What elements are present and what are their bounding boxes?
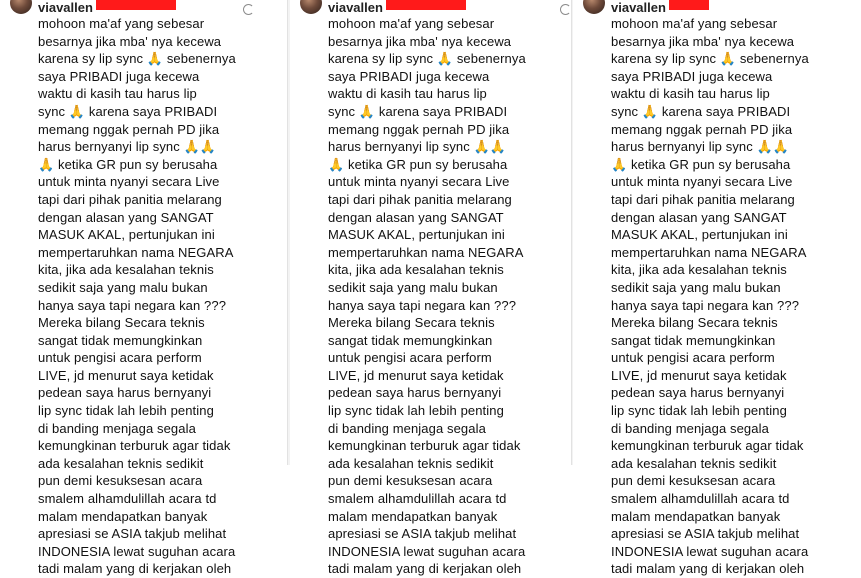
caption-line: mempertaruhkan nama NEGARA bbox=[38, 244, 234, 260]
avatar[interactable] bbox=[10, 0, 32, 14]
caption-line: dengan alasan yang SANGAT bbox=[38, 209, 214, 225]
caption-line: hanya saya tapi negara kan ??? bbox=[328, 297, 517, 313]
caption-line: untuk minta nyanyi secara Live bbox=[38, 174, 220, 190]
caption-line: harus bernyanyi lip sync 🙏🙏 bbox=[38, 139, 217, 155]
caption-text bbox=[328, 15, 578, 578]
caption-line: kemungkinan terburuk agar tidak bbox=[328, 438, 521, 454]
caption-line: mohoon ma'af yang sebesar bbox=[38, 16, 205, 31]
caption-line: saya PRIBADI juga kecewa bbox=[611, 68, 773, 84]
caption-line: di banding menjaga segala bbox=[38, 420, 196, 436]
caption-line: untuk pengisi acara perform bbox=[328, 350, 492, 366]
caption-line: lip sync tidak lah lebih penting bbox=[611, 403, 787, 419]
caption-line: malam mendapatkan banyak bbox=[328, 508, 498, 524]
screenshot-panel-3 bbox=[573, 0, 809, 577]
caption-line: ada kesalahan teknis sedikit bbox=[38, 455, 204, 471]
caption-line: kita, jika ada kesalahan teknis bbox=[611, 262, 787, 278]
caption-line: tadi malam yang di kerjakan oleh bbox=[38, 561, 232, 577]
more-options-icon[interactable] bbox=[560, 4, 571, 15]
caption-line: pun demi kesuksesan acara bbox=[611, 473, 776, 489]
caption-line: sync 🙏 karena saya PRIBADI bbox=[611, 103, 791, 119]
caption-line: mempertaruhkan nama NEGARA bbox=[611, 244, 807, 260]
caption-text bbox=[38, 15, 288, 578]
caption-line: apresiasi se ASIA takjub melihat bbox=[38, 526, 227, 542]
caption-line: besarnya jika mba' nya kecewa bbox=[611, 33, 795, 49]
caption-line: MASUK AKAL, pertunjukan ini bbox=[611, 227, 788, 243]
caption-line: hanya saya tapi negara kan ??? bbox=[611, 297, 800, 313]
username[interactable]: viavallen bbox=[611, 0, 666, 15]
caption-line: tapi dari pihak panitia melarang bbox=[611, 191, 795, 207]
more-options-icon[interactable] bbox=[243, 4, 254, 15]
caption-line: kemungkinan terburuk agar tidak bbox=[38, 438, 231, 454]
caption-line: tadi malam yang di kerjakan oleh bbox=[328, 561, 522, 577]
caption-line: kita, jika ada kesalahan teknis bbox=[328, 262, 504, 278]
caption-line: malam mendapatkan banyak bbox=[38, 508, 208, 524]
caption-line: memang nggak pernah PD jika bbox=[611, 121, 793, 137]
caption-line: Mereka bilang Secara teknis bbox=[611, 315, 778, 331]
caption-line: dengan alasan yang SANGAT bbox=[328, 209, 504, 225]
redaction-bar bbox=[669, 0, 709, 10]
caption-line: waktu di kasih tau harus lip bbox=[611, 86, 770, 102]
caption-line: apresiasi se ASIA takjub melihat bbox=[611, 526, 800, 542]
caption-line: mohoon ma'af yang sebesar bbox=[328, 16, 495, 31]
caption-line: sync 🙏 karena saya PRIBADI bbox=[328, 103, 508, 119]
caption-line: ada kesalahan teknis sedikit bbox=[328, 455, 494, 471]
caption-line: INDONESIA lewat suguhan acara bbox=[328, 543, 526, 559]
caption-line: Mereka bilang Secara teknis bbox=[328, 315, 495, 331]
caption-line: MASUK AKAL, pertunjukan ini bbox=[328, 227, 505, 243]
caption-line: saya PRIBADI juga kecewa bbox=[328, 68, 490, 84]
caption-line: pun demi kesuksesan acara bbox=[38, 473, 203, 489]
caption-line: karena sy lip sync 🙏 sebenernya bbox=[38, 51, 236, 67]
caption-line: tapi dari pihak panitia melarang bbox=[328, 191, 512, 207]
screenshot-panel-1 bbox=[0, 0, 290, 577]
caption-line: kemungkinan terburuk agar tidak bbox=[611, 438, 804, 454]
caption-line: LIVE, jd menurut saya ketidak bbox=[38, 367, 214, 383]
caption-line: smalem alhamdulillah acara td bbox=[38, 491, 217, 507]
username[interactable]: viavallen bbox=[328, 0, 383, 15]
caption-line: harus bernyanyi lip sync 🙏🙏 bbox=[611, 139, 790, 155]
caption-line: sedikit saja yang malu bukan bbox=[328, 279, 498, 295]
caption-line: besarnya jika mba' nya kecewa bbox=[38, 33, 222, 49]
caption-line: hanya saya tapi negara kan ??? bbox=[38, 297, 227, 313]
caption-line: di banding menjaga segala bbox=[611, 420, 769, 436]
caption-line: apresiasi se ASIA takjub melihat bbox=[328, 526, 517, 542]
avatar[interactable] bbox=[583, 0, 605, 14]
caption-line: karena sy lip sync 🙏 sebenernya bbox=[328, 51, 526, 67]
caption-line: malam mendapatkan banyak bbox=[611, 508, 781, 524]
caption-line: waktu di kasih tau harus lip bbox=[328, 86, 487, 102]
caption-line: tadi malam yang di kerjakan oleh bbox=[611, 561, 805, 577]
caption-line: smalem alhamdulillah acara td bbox=[328, 491, 507, 507]
caption-line: karena sy lip sync 🙏 sebenernya bbox=[611, 51, 809, 67]
caption-line: pedean saya harus bernyanyi bbox=[38, 385, 212, 401]
caption-line: sangat tidak memungkinkan bbox=[38, 332, 203, 348]
caption-line: ada kesalahan teknis sedikit bbox=[611, 455, 777, 471]
screenshot-panel-2 bbox=[290, 0, 573, 577]
caption-line: smalem alhamdulillah acara td bbox=[611, 491, 790, 507]
caption-line: untuk minta nyanyi secara Live bbox=[611, 174, 793, 190]
caption-line: saya PRIBADI juga kecewa bbox=[38, 68, 200, 84]
caption-line: 🙏 ketika GR pun sy berusaha bbox=[38, 156, 218, 172]
caption-line: pedean saya harus bernyanyi bbox=[328, 385, 502, 401]
caption-line: INDONESIA lewat suguhan acara bbox=[611, 543, 809, 559]
caption-line: LIVE, jd menurut saya ketidak bbox=[328, 367, 504, 383]
caption-line: sedikit saja yang malu bukan bbox=[611, 279, 781, 295]
redaction-bar bbox=[386, 0, 466, 10]
redaction-bar bbox=[96, 0, 176, 10]
caption-line: lip sync tidak lah lebih penting bbox=[38, 403, 214, 419]
caption-line: sangat tidak memungkinkan bbox=[328, 332, 493, 348]
caption-line: kita, jika ada kesalahan teknis bbox=[38, 262, 214, 278]
caption-line: sync 🙏 karena saya PRIBADI bbox=[38, 103, 218, 119]
caption-line: harus bernyanyi lip sync 🙏🙏 bbox=[328, 139, 507, 155]
caption-line: dengan alasan yang SANGAT bbox=[611, 209, 787, 225]
caption-line: memang nggak pernah PD jika bbox=[38, 121, 220, 137]
avatar[interactable] bbox=[300, 0, 322, 14]
username[interactable]: viavallen bbox=[38, 0, 93, 15]
caption-line: pedean saya harus bernyanyi bbox=[611, 385, 785, 401]
caption-line: mempertaruhkan nama NEGARA bbox=[328, 244, 524, 260]
caption-line: mohoon ma'af yang sebesar bbox=[611, 16, 778, 31]
caption-line: di banding menjaga segala bbox=[328, 420, 486, 436]
caption-line: MASUK AKAL, pertunjukan ini bbox=[38, 227, 215, 243]
caption-line: memang nggak pernah PD jika bbox=[328, 121, 510, 137]
caption-line: LIVE, jd menurut saya ketidak bbox=[611, 367, 787, 383]
caption-line: 🙏 ketika GR pun sy berusaha bbox=[611, 156, 791, 172]
caption-text bbox=[611, 15, 861, 578]
caption-line: sedikit saja yang malu bukan bbox=[38, 279, 208, 295]
caption-line: tapi dari pihak panitia melarang bbox=[38, 191, 222, 207]
caption-line: pun demi kesuksesan acara bbox=[328, 473, 493, 489]
caption-line: untuk minta nyanyi secara Live bbox=[328, 174, 510, 190]
caption-line: 🙏 ketika GR pun sy berusaha bbox=[328, 156, 508, 172]
caption-line: lip sync tidak lah lebih penting bbox=[328, 403, 504, 419]
caption-line: sangat tidak memungkinkan bbox=[611, 332, 776, 348]
caption-line: untuk pengisi acara perform bbox=[611, 350, 775, 366]
caption-line: Mereka bilang Secara teknis bbox=[38, 315, 205, 331]
caption-line: besarnya jika mba' nya kecewa bbox=[328, 33, 512, 49]
caption-line: waktu di kasih tau harus lip bbox=[38, 86, 197, 102]
caption-line: INDONESIA lewat suguhan acara bbox=[38, 543, 236, 559]
caption-line: untuk pengisi acara perform bbox=[38, 350, 202, 366]
